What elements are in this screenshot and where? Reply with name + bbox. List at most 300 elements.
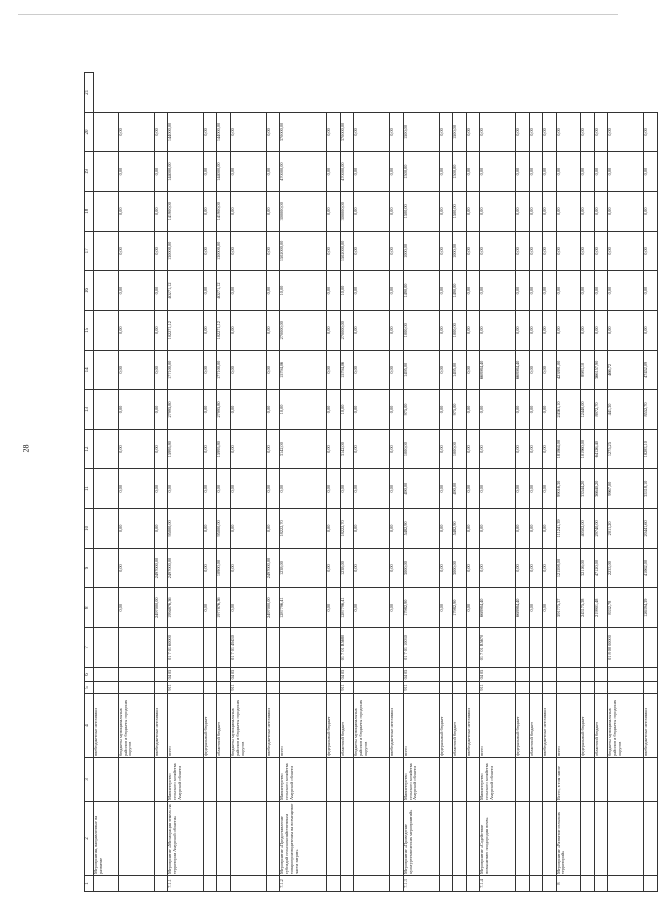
value-cell: 0,00	[154, 152, 168, 192]
cell-c1: 7.1.2	[280, 876, 327, 892]
cell-c1	[453, 876, 467, 892]
cell-c7	[516, 628, 530, 668]
value-cell: 0,00	[390, 350, 404, 390]
cell-c7	[280, 628, 327, 668]
value-cell: 0,00	[543, 469, 557, 509]
cell-c6	[390, 668, 404, 682]
cell-c2	[390, 802, 404, 876]
value-cell: 219901,48	[594, 588, 608, 628]
value-cell: 0,00	[466, 191, 480, 231]
value-cell: 0,00	[390, 429, 404, 469]
value-cell: 0,00	[354, 271, 390, 311]
value-cell: 0,00	[529, 429, 543, 469]
header-cell: 17	[85, 231, 94, 271]
cell-c7	[154, 628, 168, 668]
value-cell: 466,72	[608, 350, 644, 390]
value-cell: 370000,00	[280, 112, 327, 152]
value-cell: 0,00	[217, 469, 231, 509]
table-row	[466, 73, 480, 892]
value-cell: 0,00	[480, 191, 516, 231]
value-cell: 0,00	[439, 588, 453, 628]
value-cell: 0,00	[529, 231, 543, 271]
cell-c4: бюджеты муниципальных районов и бюджеты городских округов	[608, 694, 644, 758]
value-cell: 0,00	[466, 152, 480, 192]
value-cell: 0,00	[203, 271, 217, 311]
value-cell: 0,00	[327, 469, 341, 509]
cell-c5	[327, 682, 341, 694]
value-cell: 0,00	[118, 390, 154, 430]
cell-c7	[217, 628, 231, 668]
value-cell: 0,00	[354, 469, 390, 509]
value-cell: 0,00	[594, 271, 608, 311]
cell-c1: 8	[556, 876, 581, 892]
cell-c3	[230, 758, 266, 802]
value-cell: 3000,00	[453, 548, 467, 588]
value-cell: 181864,00	[556, 429, 581, 469]
value-cell	[94, 112, 119, 152]
cell-c3	[516, 758, 530, 802]
value-cell: 0,00	[230, 588, 266, 628]
cell-c6	[217, 668, 231, 682]
value-cell	[94, 152, 119, 192]
cell-c7	[266, 628, 280, 668]
value-cell: 17982,90	[403, 588, 439, 628]
cell-c4: областной бюджет	[340, 694, 354, 758]
cell-c7	[644, 628, 658, 668]
value-cell: 1000,00	[453, 429, 467, 469]
value-cell: 0,00	[466, 390, 480, 430]
value-cell: 0,00	[390, 469, 404, 509]
cell-c7	[439, 628, 453, 668]
value-cell: 0,00	[608, 310, 644, 350]
cell-c4: федеральный бюджет	[581, 694, 595, 758]
value-cell: 8972,70	[594, 390, 608, 430]
cell-c3	[203, 758, 217, 802]
value-cell: 10,00	[340, 271, 354, 311]
cell-c3	[644, 758, 658, 802]
cell-c5	[594, 682, 608, 694]
value-cell: 1287796,41	[280, 588, 327, 628]
cell-c4: внебюджетные источники	[94, 694, 119, 758]
value-cell	[94, 469, 119, 509]
value-cell: 8552,70	[644, 390, 658, 430]
cell-c1	[154, 876, 168, 892]
cell-c2: Мероприятие «Содействие повышению плодородия почв»	[480, 802, 516, 876]
value-cell: 0,00	[439, 310, 453, 350]
value-cell: 668984,40	[480, 588, 516, 628]
value-cell: 0,00	[439, 509, 453, 549]
cell-c2	[230, 802, 266, 876]
value-cell: 0,00	[266, 429, 280, 469]
value-cell: 0,00	[354, 588, 390, 628]
value-cell: 0,00	[203, 191, 217, 231]
value-cell: 144000,00	[168, 152, 204, 192]
cell-c3	[154, 758, 168, 802]
cell-c6: 04 05	[340, 668, 354, 682]
cell-c2: Мероприятие «Предоставление субсидий сельскохозяйственным товаропроизводителям на возмещение части затрат»	[280, 802, 327, 876]
cell-c7	[529, 628, 543, 668]
value-cell: 0,00	[203, 429, 217, 469]
cell-c3: Всего, в том числе	[556, 758, 581, 802]
value-cell: 0,00	[516, 429, 530, 469]
header-cell: 3	[85, 758, 94, 802]
value-cell: 18222,70	[340, 509, 354, 549]
header-cell: 12	[85, 429, 94, 469]
cell-c5	[217, 682, 231, 694]
cell-c6	[94, 668, 119, 682]
value-cell: 0,00	[644, 152, 658, 192]
value-cell: 0,00	[203, 231, 217, 271]
value-cell	[94, 271, 119, 311]
value-cell: 0,00	[556, 271, 581, 311]
value-cell: 0,00	[390, 112, 404, 152]
value-cell: 0,00	[168, 469, 204, 509]
value-cell: 243175,38	[581, 588, 595, 628]
value-cell: 0,00	[480, 152, 516, 192]
value-cell: 0,00	[327, 588, 341, 628]
value-cell: 5482,90	[403, 509, 439, 549]
value-cell: 0,00	[480, 112, 516, 152]
value-cell: 2497000,00	[266, 588, 280, 628]
cell-c7	[327, 628, 341, 668]
value-cell	[94, 310, 119, 350]
value-cell: 1500,00	[403, 152, 439, 192]
value-cell: 0,00	[266, 509, 280, 549]
cell-c1	[439, 876, 453, 892]
cell-c3: Министерство сельского хозяйства Амурской области	[480, 758, 516, 802]
header-cell: 16	[85, 271, 94, 311]
value-cell: 141900,00	[217, 191, 231, 231]
value-cell: 0,00	[644, 271, 658, 311]
cell-c6	[439, 668, 453, 682]
value-cell: 121598,00	[556, 548, 581, 588]
cell-c2	[466, 802, 480, 876]
cell-c3	[390, 758, 404, 802]
cell-c2	[118, 802, 154, 876]
value-cell: 0,00	[529, 152, 543, 192]
value-cell: 0,00	[516, 271, 530, 311]
cell-c6: 04 05	[230, 668, 266, 682]
value-cell: 0,00	[327, 191, 341, 231]
value-cell: 0,00	[543, 152, 557, 192]
value-cell: 0,00	[581, 231, 595, 271]
value-cell: 1500,00	[453, 191, 467, 231]
cell-c1	[543, 876, 557, 892]
value-cell: 0,00	[390, 231, 404, 271]
value-cell: 0,00	[327, 350, 341, 390]
cell-c6	[608, 668, 644, 682]
cell-c1: 7.1.3	[403, 876, 439, 892]
cell-c2	[154, 802, 168, 876]
cell-c7	[390, 628, 404, 668]
cell-c4: внебюджетные источники	[390, 694, 404, 758]
value-cell: 0,00	[581, 271, 595, 311]
value-cell: 0,00	[594, 310, 608, 350]
table-body	[94, 73, 658, 892]
value-cell: 0,00	[529, 548, 543, 588]
value-cell: 0,00	[439, 152, 453, 192]
cell-c3: Министерство сельского хозяйства Амурской области	[403, 758, 439, 802]
value-cell: 0,00	[118, 152, 154, 192]
value-cell: 0,00	[154, 469, 168, 509]
value-cell: 0,00	[327, 509, 341, 549]
value-cell: 0,00	[644, 310, 658, 350]
value-cell: 0,00	[480, 509, 516, 549]
value-cell: 1238,00	[340, 548, 354, 588]
cell-c6	[280, 668, 327, 682]
cell-c7	[543, 628, 557, 668]
cell-c3	[439, 758, 453, 802]
cell-c5	[556, 682, 581, 694]
cell-c6	[327, 668, 341, 682]
value-cell: 10,00	[340, 390, 354, 430]
table-row	[543, 73, 557, 892]
value-cell	[94, 191, 119, 231]
value-cell: 0,00	[154, 231, 168, 271]
cell-c2	[581, 802, 595, 876]
value-cell: 95000,00	[217, 509, 231, 549]
value-cell: 41062,00	[644, 548, 658, 588]
value-cell: 0,00	[608, 271, 644, 311]
value-cell: 1000,00	[453, 231, 467, 271]
value-cell: 0,00	[480, 429, 516, 469]
cell-c4: областной бюджет	[217, 694, 231, 758]
value-cell: 0,00	[439, 469, 453, 509]
value-cell: 2497000,00	[154, 548, 168, 588]
value-cell: 0,00	[644, 231, 658, 271]
value-cell: 490,00	[403, 469, 439, 509]
cell-c5	[354, 682, 390, 694]
value-cell: 0,00	[556, 231, 581, 271]
value-cell: 0,00	[529, 112, 543, 152]
cell-c7	[556, 628, 581, 668]
value-cell: 1275,25	[608, 429, 644, 469]
cell-c4: внебюджетные источники	[154, 694, 168, 758]
cell-c6	[516, 668, 530, 682]
cell-c7	[453, 628, 467, 668]
cell-c6	[453, 668, 467, 682]
table-row	[608, 73, 644, 892]
cell-c5	[529, 682, 543, 694]
value-cell: 1000,00	[403, 310, 439, 350]
cell-c3	[543, 758, 557, 802]
value-cell	[94, 390, 119, 430]
value-cell: 0,00	[266, 271, 280, 311]
value-cell: 1500,00	[453, 112, 467, 152]
cell-c3	[217, 758, 231, 802]
cell-c5: 911	[403, 682, 439, 694]
table-row	[594, 73, 608, 892]
value-cell: 0,00	[644, 191, 658, 231]
value-cell: 0,00	[480, 390, 516, 430]
cell-c3: Министерство сельского хозяйства Амурской области	[168, 758, 204, 802]
cell-c2	[453, 802, 467, 876]
value-cell: 0,00	[466, 548, 480, 588]
value-cell: 64126,40	[594, 429, 608, 469]
value-cell: 470000,00	[340, 152, 354, 192]
value-cell: 0,00	[203, 310, 217, 350]
value-cell: 423891,00	[556, 350, 581, 390]
cell-c6	[594, 668, 608, 682]
value-cell: 0,00	[516, 390, 530, 430]
cell-c4: областной бюджет	[529, 694, 543, 758]
value-cell: 0,00	[327, 271, 341, 311]
value-cell: 0,00	[529, 390, 543, 430]
value-cell: 0,00	[439, 390, 453, 430]
value-cell: 0,00	[581, 310, 595, 350]
value-cell: 0,00	[203, 350, 217, 390]
value-cell: 15995,80	[168, 429, 204, 469]
value-cell: 0,00	[118, 588, 154, 628]
value-cell: 0,00	[466, 588, 480, 628]
value-cell: 0,00	[480, 310, 516, 350]
cell-c6	[644, 668, 658, 682]
value-cell: 441,30	[608, 390, 644, 430]
table-row	[439, 73, 453, 892]
value-cell: 0,00	[543, 548, 557, 588]
value-cell: 99016,30	[556, 469, 581, 509]
cell-c4: областной бюджет	[594, 694, 608, 758]
value-cell: 47452,09	[644, 350, 658, 390]
value-cell: 36640,20	[594, 469, 608, 509]
header-cell: 9	[85, 548, 94, 588]
value-cell: 0,00	[608, 231, 644, 271]
value-cell: 270000,00	[340, 310, 354, 350]
value-cell: 1490,00	[453, 271, 467, 311]
header-cell: 8	[85, 588, 94, 628]
value-cell: 2233,00	[608, 548, 644, 588]
value-cell: 0,00	[466, 429, 480, 469]
cell-c7	[466, 628, 480, 668]
value-cell: 17982,90	[453, 588, 467, 628]
cell-c2: Мероприятие «Мелиорация земель на территории Амурской области»	[168, 802, 204, 876]
value-cell: 0,00	[118, 191, 154, 231]
value-cell: 0,00	[354, 390, 390, 430]
value-cell: 300000,00	[280, 191, 327, 231]
value-cell: 0,00	[154, 271, 168, 311]
table-row	[280, 73, 327, 892]
header-cell: 6	[85, 668, 94, 682]
header-cell: 5	[85, 682, 94, 694]
value-cell: 0,00	[390, 310, 404, 350]
value-cell: 0,00	[230, 469, 266, 509]
value-cell: 0,00	[516, 231, 530, 271]
value-cell: 0,00	[266, 152, 280, 192]
header-cell: 11	[85, 469, 94, 509]
cell-c3	[453, 758, 467, 802]
value-cell: 1000,00	[403, 231, 439, 271]
value-cell: 0,00	[556, 152, 581, 192]
cell-c7: 01 7 01 R5680	[340, 628, 354, 668]
header-cell: 15	[85, 310, 94, 350]
table-row	[327, 73, 341, 892]
value-cell: 0,00	[543, 191, 557, 231]
value-cell: 40502,00	[581, 509, 595, 549]
value-cell: 0,00	[390, 588, 404, 628]
cell-c6: 04 05	[480, 668, 516, 682]
table-row	[230, 73, 266, 892]
cell-c7: 01 7 01 60000	[168, 628, 204, 668]
cell-c4: внебюджетные источники	[644, 694, 658, 758]
cell-c5	[439, 682, 453, 694]
value-cell: 144000,00	[168, 112, 204, 152]
value-cell: 102271,12	[217, 310, 231, 350]
cell-c3	[608, 758, 644, 802]
cell-c7: 01 7 01 R5670	[480, 628, 516, 668]
header-cell: 10	[85, 509, 94, 549]
value-cell: 0,00	[516, 548, 530, 588]
value-cell: 0,00	[516, 310, 530, 350]
value-cell: 10900,00	[217, 548, 231, 588]
value-cell: 1977876,36	[217, 588, 231, 628]
value-cell: 1000,00	[453, 310, 467, 350]
value-cell: 0,00	[644, 112, 658, 152]
cell-c4: федеральный бюджет	[516, 694, 530, 758]
value-cell: 1490,00	[403, 271, 439, 311]
table-row	[168, 73, 204, 892]
value-cell: 300000,00	[340, 191, 354, 231]
header-cell: 2	[85, 802, 94, 876]
value-cell: 2497000,00	[154, 588, 168, 628]
cell-c3	[466, 758, 480, 802]
value-cell: 0,00	[327, 390, 341, 430]
value-cell: 0,00	[529, 310, 543, 350]
value-cell: 35318,10	[644, 469, 658, 509]
value-cell: 0,00	[466, 350, 480, 390]
cell-c1	[340, 876, 354, 892]
value-cell: 3000,00	[403, 548, 439, 588]
value-cell: 0,00	[118, 310, 154, 350]
table-row	[217, 73, 231, 892]
cell-c2	[516, 802, 530, 876]
cell-c7: 01 7 01 49430	[230, 628, 266, 668]
value-cell: 47120,00	[594, 548, 608, 588]
value-cell: 0,00	[354, 231, 390, 271]
value-cell: 1500,00	[453, 152, 467, 192]
cell-c5: 911	[480, 682, 516, 694]
header-cell: 1	[85, 876, 94, 892]
value-cell: 370000,00	[340, 112, 354, 152]
value-cell: 0,00	[439, 429, 453, 469]
value-cell: 24361,10	[556, 390, 581, 430]
value-cell: 0,00	[581, 191, 595, 231]
cell-c1	[594, 876, 608, 892]
cell-c5	[453, 682, 467, 694]
value-cell: 0,00	[327, 112, 341, 152]
value-cell: 9967,00	[608, 469, 644, 509]
value-cell: 0,00	[266, 231, 280, 271]
value-cell: 0,00	[203, 390, 217, 430]
value-cell: 0,00	[439, 231, 453, 271]
cell-c6: 04 05	[403, 668, 439, 682]
cell-c5	[203, 682, 217, 694]
header-cell: 18	[85, 191, 94, 231]
header-cell: 21	[85, 73, 94, 113]
cell-c1	[581, 876, 595, 892]
cell-c4: внебюджетные источники	[543, 694, 557, 758]
value-cell: 27995,80	[168, 390, 204, 430]
table-row	[480, 73, 516, 892]
value-cell: 1502000,00	[280, 231, 327, 271]
value-cell: 1500,00	[403, 112, 439, 152]
value-cell: 1994876,36	[168, 588, 204, 628]
value-cell: 1495,00	[403, 350, 439, 390]
cell-c5	[466, 682, 480, 694]
table-row	[529, 73, 543, 892]
value-cell: 10,00	[280, 271, 327, 311]
value-cell: 0,00	[354, 548, 390, 588]
cell-c3	[266, 758, 280, 802]
